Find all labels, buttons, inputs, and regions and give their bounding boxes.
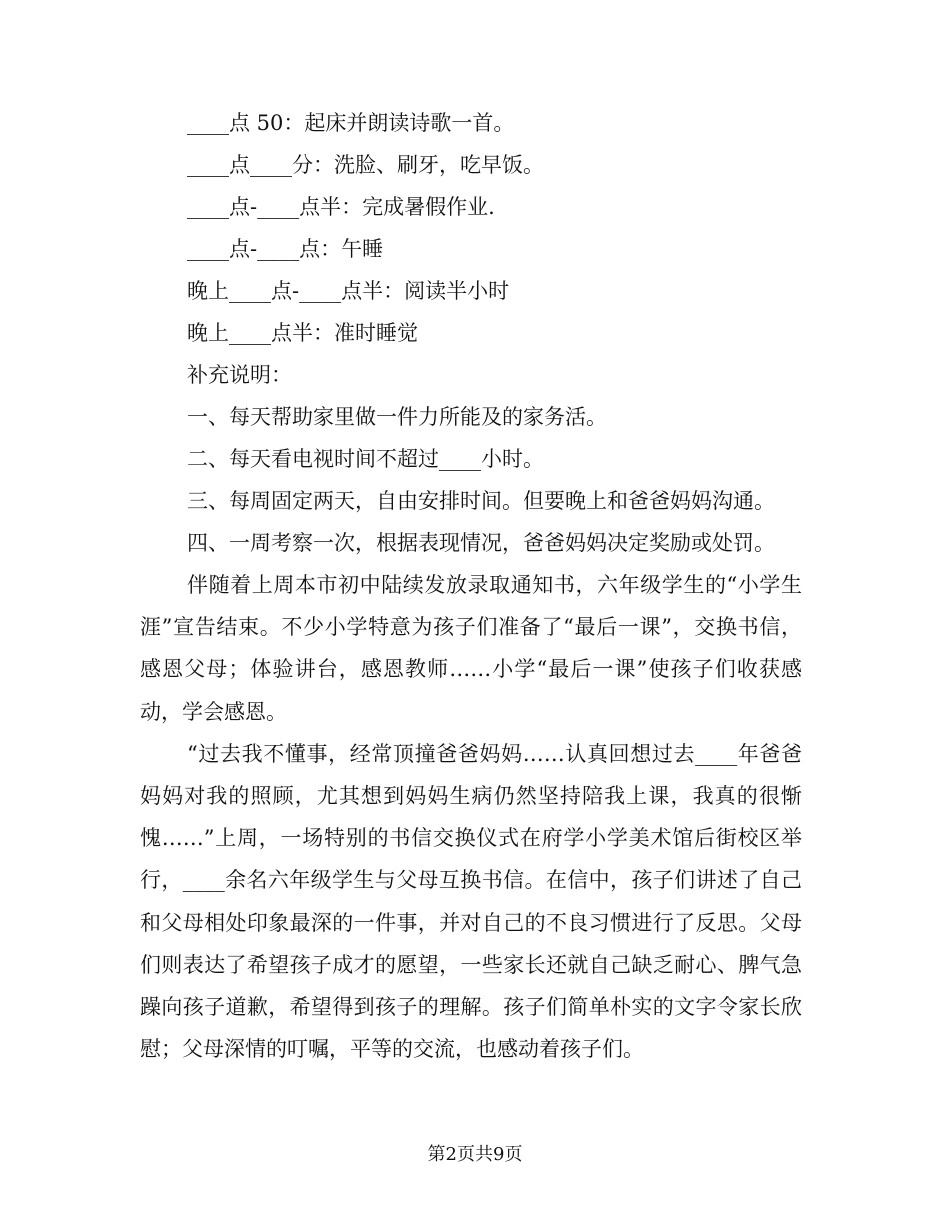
- page-content: [140, 102, 802, 1070]
- schedule-line: 晚上____点半：准时睡觉: [187, 321, 418, 345]
- supplement-item: 四、一周考察一次，根据表现情况，爸爸妈妈决定奖励或处罚。: [187, 531, 775, 555]
- supplement-item: 一、每天帮助家里做一件力所能及的家务活。: [187, 405, 607, 429]
- body-paragraph: 伴随着上周本市初中陆续发放录取通知书，六年级学生的“小学生涯”宣告结束。不少小学特意为孩子们准备了“最后一课”，交换书信，感恩父母；体验讲台，感恩教师……小学“最后一课”使孩子们收获感动，学会感恩。: [140, 573, 802, 724]
- schedule-line: ____点 50：起床并朗读诗歌一首。: [187, 111, 515, 135]
- body-paragraph: “过去我不懂事，经常顶撞爸爸妈妈……认真回想过去____年爸爸妈妈对我的照顾，尤其想到妈妈生病仍然坚持陪我上课，我真的很惭愧……”上周，一场特别的书信交换仪式在府学小学美术馆后街校区举行，____余名六年级学生与父母互换书信。在信中，孩子们讲述了自己和父母相处印象最深的一件事，并对自己的不良习惯进行了反思。父母们则表达了希望孩子成才的愿望，一些家长还就自己缺乏耐心、脾气急躁向孩子道歉，希望得到孩子的理解。孩子们简单朴实的文字令家长欣慰；父母深情的叮嘱，平等的交流，也感动着孩子们。: [140, 741, 802, 1062]
- page-number-footer: 第2页共9页: [427, 1144, 523, 1165]
- supplement-item: 二、每天看电视时间不超过____小时。: [187, 447, 544, 471]
- schedule-line: ____点-____点：午睡: [187, 237, 384, 261]
- schedule-line: 晚上____点-____点半：阅读半小时: [187, 279, 510, 303]
- schedule-line: ____点-____点半：完成暑假作业.: [187, 195, 495, 219]
- supplement-title: 补充说明：: [187, 363, 292, 387]
- supplement-item: 三、每周固定两天，自由安排时间。但要晚上和爸爸妈妈沟通。: [187, 489, 775, 513]
- schedule-line: ____点____分：洗脸、刷牙，吃早饭。: [187, 153, 544, 177]
